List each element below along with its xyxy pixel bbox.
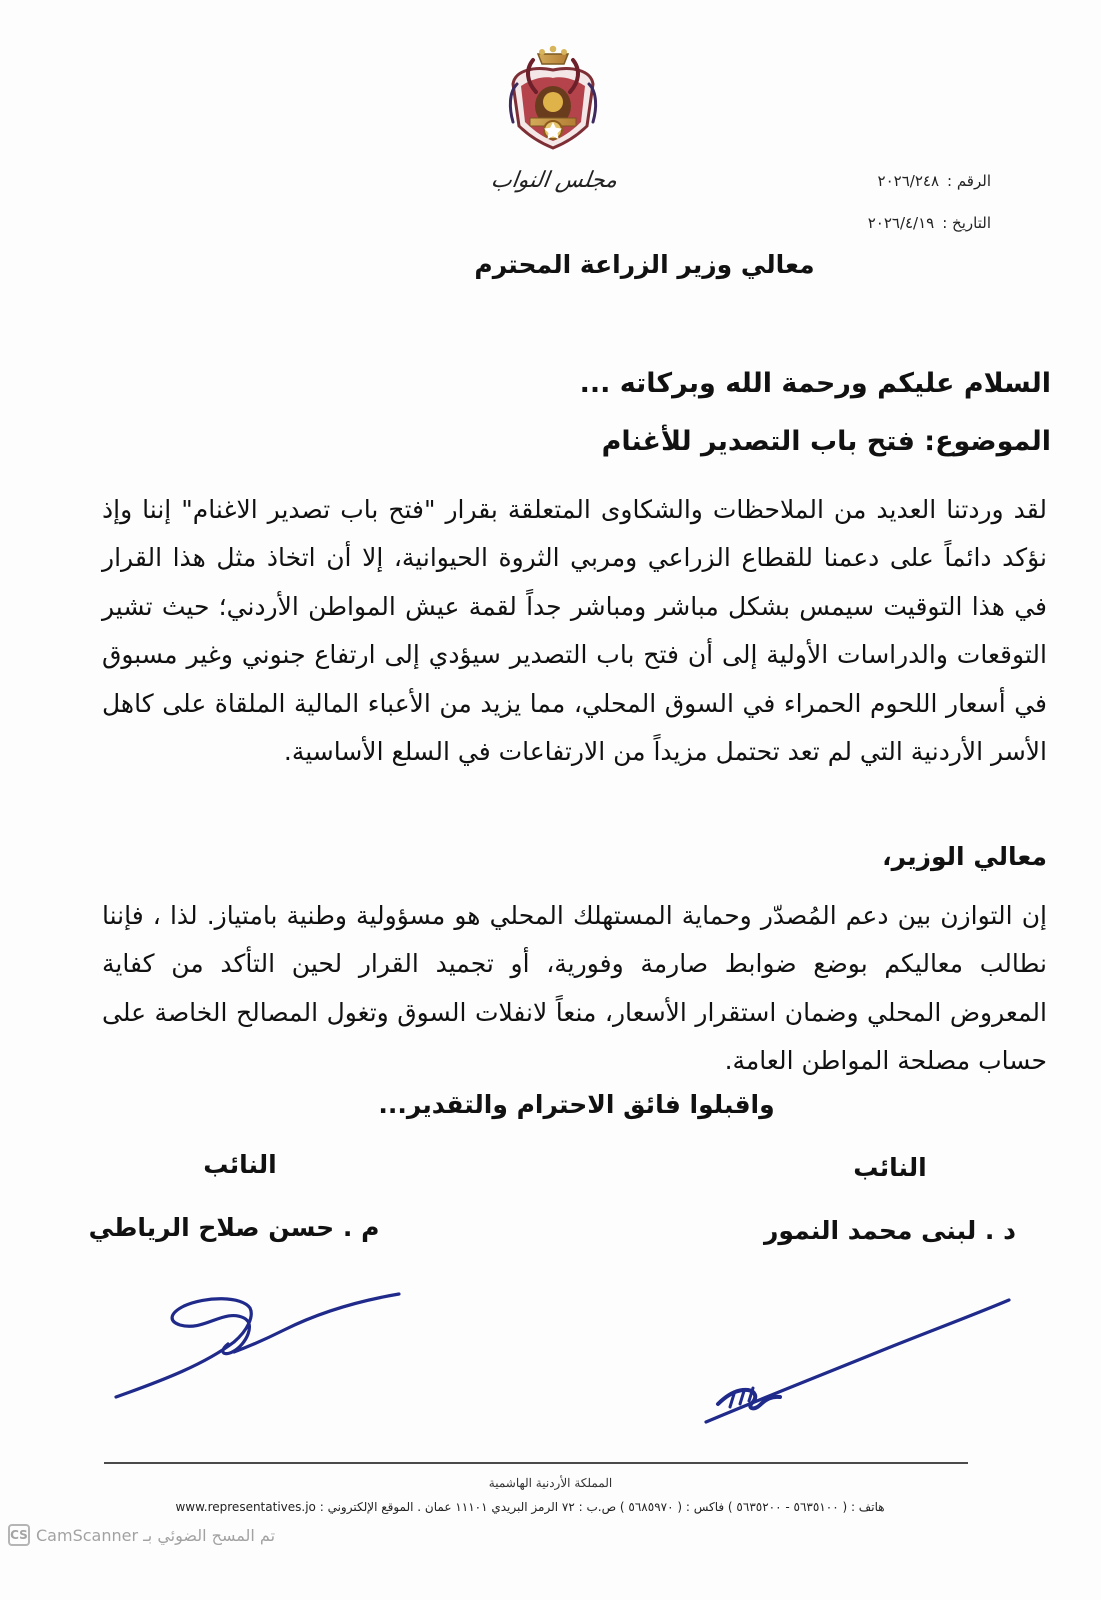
closing-line [0, 1090, 1101, 1119]
signatory-left [80, 1150, 400, 1242]
signatory-left-role: النائب [203, 1150, 277, 1179]
body-paragraph-1: لقد وردتنا العديد من الملاحظات والشكاوى المتعلقة بقرار "فتح باب تصدير الاغنام" إننا وإذ نؤكد دائماً على دعمنا للقطاع الزراعي ومربي الثروة الحيوانية، إلا أن اتخاذ مثل هذا القرار في هذا التوقيت سيمس بشكل مباشر ومباشر جداً لقمة عيش المواطن الأردني؛ حيث تشير التوقعات والدراسات الأولية إلى أن فتح باب التصدير سيؤدي إلى ارتفاع جنوني وغير مسبوق في أسعار اللحوم الحمراء في السوق المحلي، مما يزيد من الأعباء المالية الملقاة على كاهل الأسر الأردنية التي لم تعد تحتمل مزيداً من الارتفاعات في السلع الأساسية. [102, 495, 1047, 767]
footer-kingdom-name: المملكة الأردنية الهاشمية [488, 1476, 613, 1490]
camscanner-watermark [8, 1524, 275, 1546]
camscanner-badge: CS [8, 1524, 30, 1546]
signatory-right-role: النائب [853, 1153, 927, 1182]
footer-contact-info: هاتف : ( ٥٦٣٥١٠٠ - ٥٦٣٥٢٠٠ ) فاكس : ( ٥٦٨٥٩٧٠ ) ص.ب : ٧٢ الرمز البريدي ١١١٠١ عمان . الموقع الإلكتروني : www.representatives.jo [175, 1500, 885, 1514]
signatory-left-name: م . حسن صلاح الرياطي [88, 1213, 380, 1242]
jordan-emblem-icon [505, 40, 601, 156]
reference-number-row [751, 160, 991, 202]
addressee-text: معالي وزير الزراعة المحترم [474, 250, 815, 279]
subject-line: الموضوع: فتح باب التصدير للأغنام [601, 426, 1051, 457]
signature-right-icon [700, 1280, 1020, 1430]
closing-text: واقبلوا فائق الاحترام والتقدير... [378, 1090, 775, 1119]
signature-left-icon [110, 1290, 410, 1410]
greeting-line: السلام عليكم ورحمة الله وبركاته ... [579, 368, 1051, 399]
signatory-right-name: د . لبنى محمد النمور [764, 1216, 1016, 1245]
reference-number-value: ٢٠٢٦/٢٤٨ [877, 172, 939, 190]
camscanner-text: CamScanner تم المسح الضوئي بـ [36, 1525, 276, 1545]
body-paragraph-2: إن التوازن بين دعم المُصدّر وحماية المستهلك المحلي هو مسؤولية وطنية بامتياز. لذا ، فإننا نطالب معاليكم بوضع ضوابط صارمة وفورية، أو تجميد القرار لحين التأكد من كفاية المعروض المحلي وضمان استقرار الأسعار، منعاً لانفلات السوق وتغول المصالح الخاصة على حساب مصلحة المواطن العامة. [102, 901, 1047, 1076]
reference-block [751, 160, 991, 244]
minister-address: معالي الوزير، [882, 842, 1047, 871]
reference-date-row [751, 202, 991, 244]
addressee-line [0, 250, 1101, 279]
parliament-name: مجلس النواب [489, 168, 619, 193]
footer-divider [104, 1462, 968, 1464]
reference-date-value: ٢٠٢٦/٤/١٩ [867, 214, 935, 232]
reference-number-label: الرقم : [947, 172, 991, 190]
reference-date-label: التاريخ : [942, 214, 991, 232]
signatory-right [730, 1153, 1050, 1245]
